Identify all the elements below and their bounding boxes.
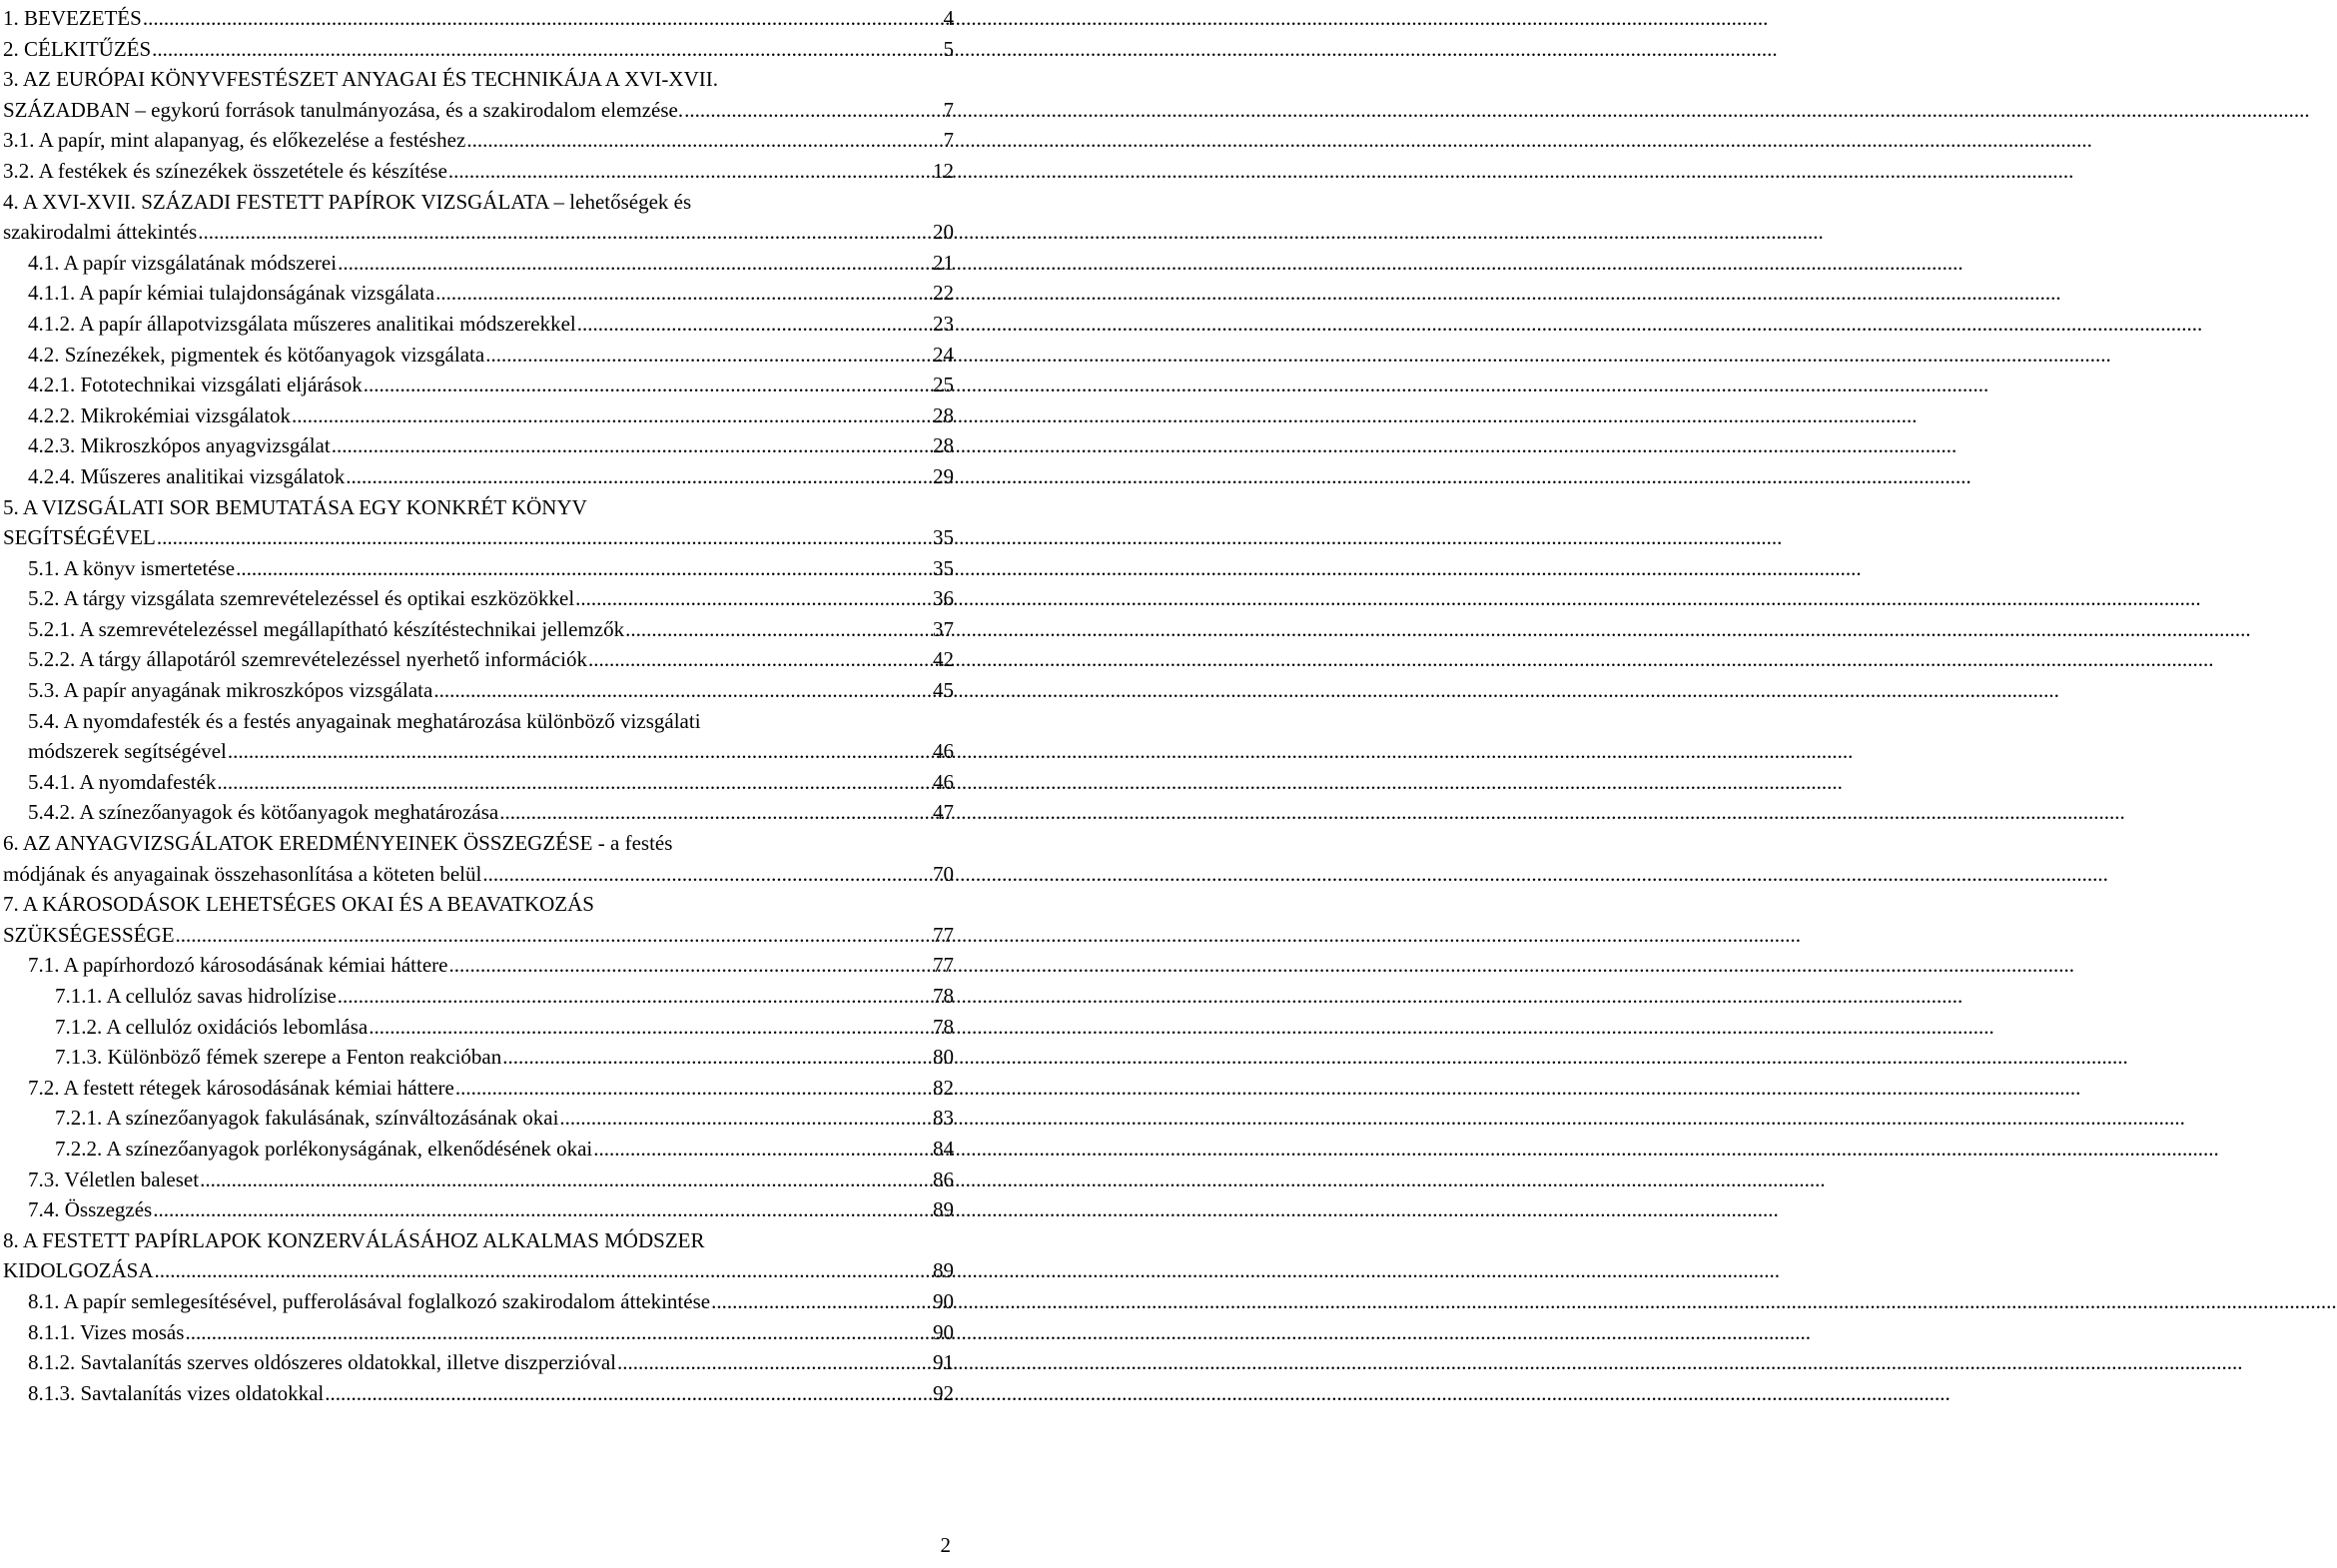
toc-page-number: 29 xyxy=(933,463,954,488)
leader-dots xyxy=(448,950,932,981)
toc-entry[interactable] xyxy=(3,889,954,950)
toc-entry-title: módjának és anyagainak összehasonlítása a köteten belül xyxy=(3,861,482,886)
toc-page-number: 42 xyxy=(933,647,954,672)
toc-entry-title: 3.1. A papír, mint alapanyag, és előkezelése a festéshez xyxy=(3,128,466,153)
toc-entry-title: 4.2.4. Műszeres analitikai vizsgálatok xyxy=(28,463,346,488)
toc-entry[interactable] xyxy=(3,797,954,828)
toc-entry-title: 7.1.2. A cellulóz oxidációs lebomlása xyxy=(55,1014,369,1039)
toc-page-number: 47 xyxy=(933,800,954,825)
toc-page-number: 82 xyxy=(933,1075,954,1100)
leader-dots xyxy=(153,1194,932,1225)
toc-page-number: 12 xyxy=(933,158,954,183)
leader-dots xyxy=(499,797,932,828)
leader-dots xyxy=(625,614,932,645)
toc-entry-title-line1: 5.4. A nyomdafesték és a festés anyagainak meghatározása különböző vizsgálati xyxy=(28,708,701,733)
toc-page-number: 21 xyxy=(933,250,954,275)
leader-dots xyxy=(185,1317,932,1348)
toc-entry-title: 5.4.2. A színezőanyagok és kötőanyagok meghatározása xyxy=(28,800,499,825)
toc-entry-title-line1: 3. AZ EURÓPAI KÖNYVFESTÉSZET ANYAGAI ÉS TECHNIKÁJA A XVI-XVII. xyxy=(3,67,718,92)
toc-page-number: 24 xyxy=(933,342,954,367)
toc-entry[interactable] xyxy=(3,400,954,431)
toc-entry[interactable] xyxy=(3,370,954,400)
toc-page-number: 7 xyxy=(943,128,954,153)
toc-page-number: 35 xyxy=(933,525,954,550)
toc-entry-title-line1: 5. A VIZSGÁLATI SOR BEMUTATÁSA EGY KONKRÉT KÖNYV xyxy=(3,494,587,519)
leader-dots xyxy=(155,1255,933,1286)
leader-dots xyxy=(332,430,932,461)
toc-entry-title: SZÜKSÉGESSÉGE xyxy=(3,922,175,947)
table-of-contents xyxy=(3,3,954,1408)
toc-entry-title: 4.1.2. A papír állapotvizsgálata műszeres analitikai módszerekkel xyxy=(28,311,576,336)
toc-entry-title: 7.2.2. A színezőanyagok porlékonyságának, elkenődésének okai xyxy=(55,1136,593,1161)
toc-page-number: 89 xyxy=(933,1197,954,1222)
toc-entry-title: 7.1. A papírhordozó károsodásának kémiai háttere xyxy=(28,953,448,978)
leader-dots xyxy=(684,95,942,126)
toc-entry-title: módszerek segítségével xyxy=(28,739,227,764)
toc-entry[interactable] xyxy=(3,1165,954,1195)
toc-entry-title: 4.1. A papír vizsgálatának módszerei xyxy=(28,250,338,275)
toc-entry[interactable] xyxy=(3,430,954,461)
leader-dots xyxy=(176,920,932,951)
toc-entry[interactable] xyxy=(3,981,954,1012)
toc-page-number: 4 xyxy=(943,6,954,30)
toc-page-number: 70 xyxy=(933,861,954,886)
leader-dots xyxy=(485,340,932,371)
toc-page-number: 22 xyxy=(933,281,954,306)
leader-dots xyxy=(593,1134,932,1165)
toc-entry-title: 4.2.1. Fototechnikai vizsgálati eljárások xyxy=(28,373,363,397)
toc-entry-title: 8.1.2. Savtalanítás szerves oldószeres oldatokkal, illetve diszperzióval xyxy=(28,1350,616,1375)
toc-page-number: 46 xyxy=(933,769,954,794)
leader-dots xyxy=(577,309,932,340)
toc-page-number: 25 xyxy=(933,373,954,397)
toc-entry-title: 1. BEVEZETÉS xyxy=(3,6,142,30)
toc-page-number: 45 xyxy=(933,678,954,703)
toc-page-number: 91 xyxy=(933,1350,954,1375)
toc-entry[interactable] xyxy=(3,187,954,248)
toc-entry-title: 4.1.1. A papír kémiai tulajdonságának vizsgálata xyxy=(28,281,435,306)
leader-dots xyxy=(433,675,932,706)
toc-entry-title: 8.1.3. Savtalanítás vizes oldatokkal xyxy=(28,1380,325,1405)
leader-dots xyxy=(435,278,932,309)
toc-entry-title: 5.3. A papír anyagának mikroszkópos vizsgálata xyxy=(28,678,433,703)
toc-entry[interactable] xyxy=(3,492,954,553)
toc-entry-title: SEGÍTSÉGÉVEL xyxy=(3,525,156,550)
leader-dots xyxy=(364,370,932,400)
toc-entry-title: 7.4. Összegzés xyxy=(28,1197,153,1222)
leader-dots xyxy=(369,1012,932,1043)
toc-entry-title-line1: 7. A KÁROSODÁSOK LEHETSÉGES OKAI ÉS A BEAVATKOZÁS xyxy=(3,892,594,917)
toc-page-number: 86 xyxy=(933,1167,954,1191)
toc-entry-title: 5.1. A könyv ismertetése xyxy=(28,555,236,580)
toc-entry-title: 5.2.1. A szemrevételezéssel megállapítható készítéstechnikai jellemzők xyxy=(28,616,625,641)
toc-entry[interactable] xyxy=(3,1103,954,1134)
leader-dots xyxy=(338,981,932,1012)
toc-entry[interactable] xyxy=(3,125,954,156)
toc-entry[interactable] xyxy=(3,1225,954,1286)
toc-entry-title: SZÁZADBAN – egykorú források tanulmányozása, és a szakirodalom elemzése. xyxy=(3,97,684,122)
leader-dots xyxy=(575,583,932,614)
toc-page-number: 5 xyxy=(943,36,954,61)
toc-entry[interactable] xyxy=(3,828,954,889)
toc-entry-title: 7.3. Véletlen baleset xyxy=(28,1167,200,1191)
toc-entry-title: 3.2. A festékek és színezékek összetétele és készítése xyxy=(3,158,447,183)
leader-dots xyxy=(338,248,932,279)
toc-page-number: 37 xyxy=(933,616,954,641)
toc-page-number: 36 xyxy=(933,586,954,611)
toc-page-number: 90 xyxy=(933,1319,954,1344)
toc-entry-title-line1: 8. A FESTETT PAPÍRLAPOK KONZERVÁLÁSÁHOZ ALKALMAS MÓDSZER xyxy=(3,1227,705,1252)
toc-entry[interactable] xyxy=(3,461,954,492)
toc-entry-title: 4.2.2. Mikrokémiai vizsgálatok xyxy=(28,402,292,427)
toc-entry[interactable] xyxy=(3,767,954,798)
toc-page-number: 89 xyxy=(933,1258,954,1283)
toc-page-number: 78 xyxy=(933,984,954,1008)
toc-entry-title: 5.2. A tárgy vizsgálata szemrevételezéssel és optikai eszközökkel xyxy=(28,586,575,611)
toc-entry-title: 5.2.2. A tárgy állapotáról szemrevételezéssel nyerhető információk xyxy=(28,647,587,672)
toc-entry[interactable] xyxy=(3,156,954,187)
toc-entry[interactable] xyxy=(3,644,954,675)
leader-dots xyxy=(217,767,932,798)
toc-page-number: 78 xyxy=(933,1014,954,1039)
leader-dots xyxy=(448,156,932,187)
toc-entry-title: 4.2.3. Mikroszkópos anyagvizsgálat xyxy=(28,433,331,458)
leader-dots xyxy=(228,736,932,767)
toc-page-number: 90 xyxy=(933,1288,954,1313)
toc-entry-title: 2. CÉLKITŰZÉS xyxy=(3,36,152,61)
toc-page-number: 83 xyxy=(933,1106,954,1131)
toc-page-number: 77 xyxy=(933,953,954,978)
toc-entry[interactable] xyxy=(3,1134,954,1165)
toc-entry-title: 5.4.1. A nyomdafesték xyxy=(28,769,217,794)
toc-page-number: 77 xyxy=(933,922,954,947)
toc-entry[interactable] xyxy=(3,1347,954,1378)
toc-page-number: 28 xyxy=(933,402,954,427)
toc-page-number: 28 xyxy=(933,433,954,458)
toc-entry[interactable] xyxy=(3,1317,954,1348)
leader-dots xyxy=(157,522,932,553)
leader-dots xyxy=(711,1286,932,1317)
leader-dots xyxy=(588,644,932,675)
toc-entry-title: 4.2. Színezékek, pigmentek és kötőanyagok vizsgálata xyxy=(28,342,485,367)
toc-entry-title: 7.1.1. A cellulóz savas hidrolízise xyxy=(55,984,337,1008)
toc-entry[interactable] xyxy=(3,1378,954,1409)
leader-dots xyxy=(455,1073,932,1104)
leader-dots xyxy=(346,461,932,492)
leader-dots xyxy=(292,400,932,431)
toc-entry-title: 7.2. A festett rétegek károsodásának kémiai háttere xyxy=(28,1075,454,1100)
toc-entry-title: 8.1.1. Vizes mosás xyxy=(28,1319,185,1344)
leader-dots xyxy=(325,1378,932,1409)
toc-entry[interactable] xyxy=(3,34,954,65)
toc-entry[interactable] xyxy=(3,706,954,767)
toc-entry-title-line1: 4. A XVI-XVII. SZÁZADI FESTETT PAPÍROK VIZSGÁLATA – lehetőségek és xyxy=(3,189,692,214)
document-page xyxy=(0,0,959,1568)
leader-dots xyxy=(466,125,942,156)
toc-entry[interactable] xyxy=(3,1194,954,1225)
toc-page-number: 20 xyxy=(933,220,954,245)
toc-page-number: 35 xyxy=(933,555,954,580)
toc-page-number: 80 xyxy=(933,1045,954,1070)
toc-entry-title: 7.2.1. A színezőanyagok fakulásának, színváltozásának okai xyxy=(55,1106,559,1131)
toc-entry[interactable] xyxy=(3,553,954,584)
toc-entry-title: 7.1.3. Különböző fémek szerepe a Fenton reakcióban xyxy=(55,1045,502,1070)
toc-page-number: 84 xyxy=(933,1136,954,1161)
leader-dots xyxy=(559,1103,932,1134)
toc-entry-title: KIDOLGOZÁSA xyxy=(3,1258,154,1283)
leader-dots xyxy=(617,1347,932,1378)
leader-dots xyxy=(198,217,932,248)
toc-page-number: 92 xyxy=(933,1380,954,1405)
toc-entry[interactable] xyxy=(3,1073,954,1104)
toc-entry[interactable] xyxy=(3,248,954,279)
toc-entry[interactable] xyxy=(3,675,954,706)
toc-entry[interactable] xyxy=(3,309,954,340)
leader-dots xyxy=(482,859,932,890)
toc-entry[interactable] xyxy=(3,950,954,981)
toc-entry[interactable] xyxy=(3,340,954,371)
toc-page-number: 46 xyxy=(933,739,954,764)
toc-entry[interactable] xyxy=(3,614,954,645)
page-number: 2 xyxy=(940,1533,951,1557)
toc-entry-title-line1: 6. AZ ANYAGVIZSGÁLATOK EREDMÉNYEINEK ÖSSZEGZÉSE - a festés xyxy=(3,831,673,856)
toc-entry[interactable] xyxy=(3,64,954,125)
leader-dots xyxy=(236,553,932,584)
toc-entry[interactable] xyxy=(3,1012,954,1043)
toc-entry[interactable] xyxy=(3,583,954,614)
toc-entry-title: szakirodalmi áttekintés xyxy=(3,220,198,245)
leader-dots xyxy=(152,34,942,65)
toc-entry[interactable] xyxy=(3,278,954,309)
leader-dots xyxy=(143,3,943,34)
toc-page-number: 7 xyxy=(943,97,954,122)
toc-entry[interactable] xyxy=(3,3,954,34)
toc-page-number: 23 xyxy=(933,311,954,336)
leader-dots xyxy=(200,1165,932,1195)
leader-dots xyxy=(502,1042,932,1073)
toc-entry-title: 8.1. A papír semlegesítésével, pufferolásával foglalkozó szakirodalom áttekintése xyxy=(28,1288,711,1313)
toc-entry[interactable] xyxy=(3,1042,954,1073)
toc-entry[interactable] xyxy=(3,1286,954,1317)
